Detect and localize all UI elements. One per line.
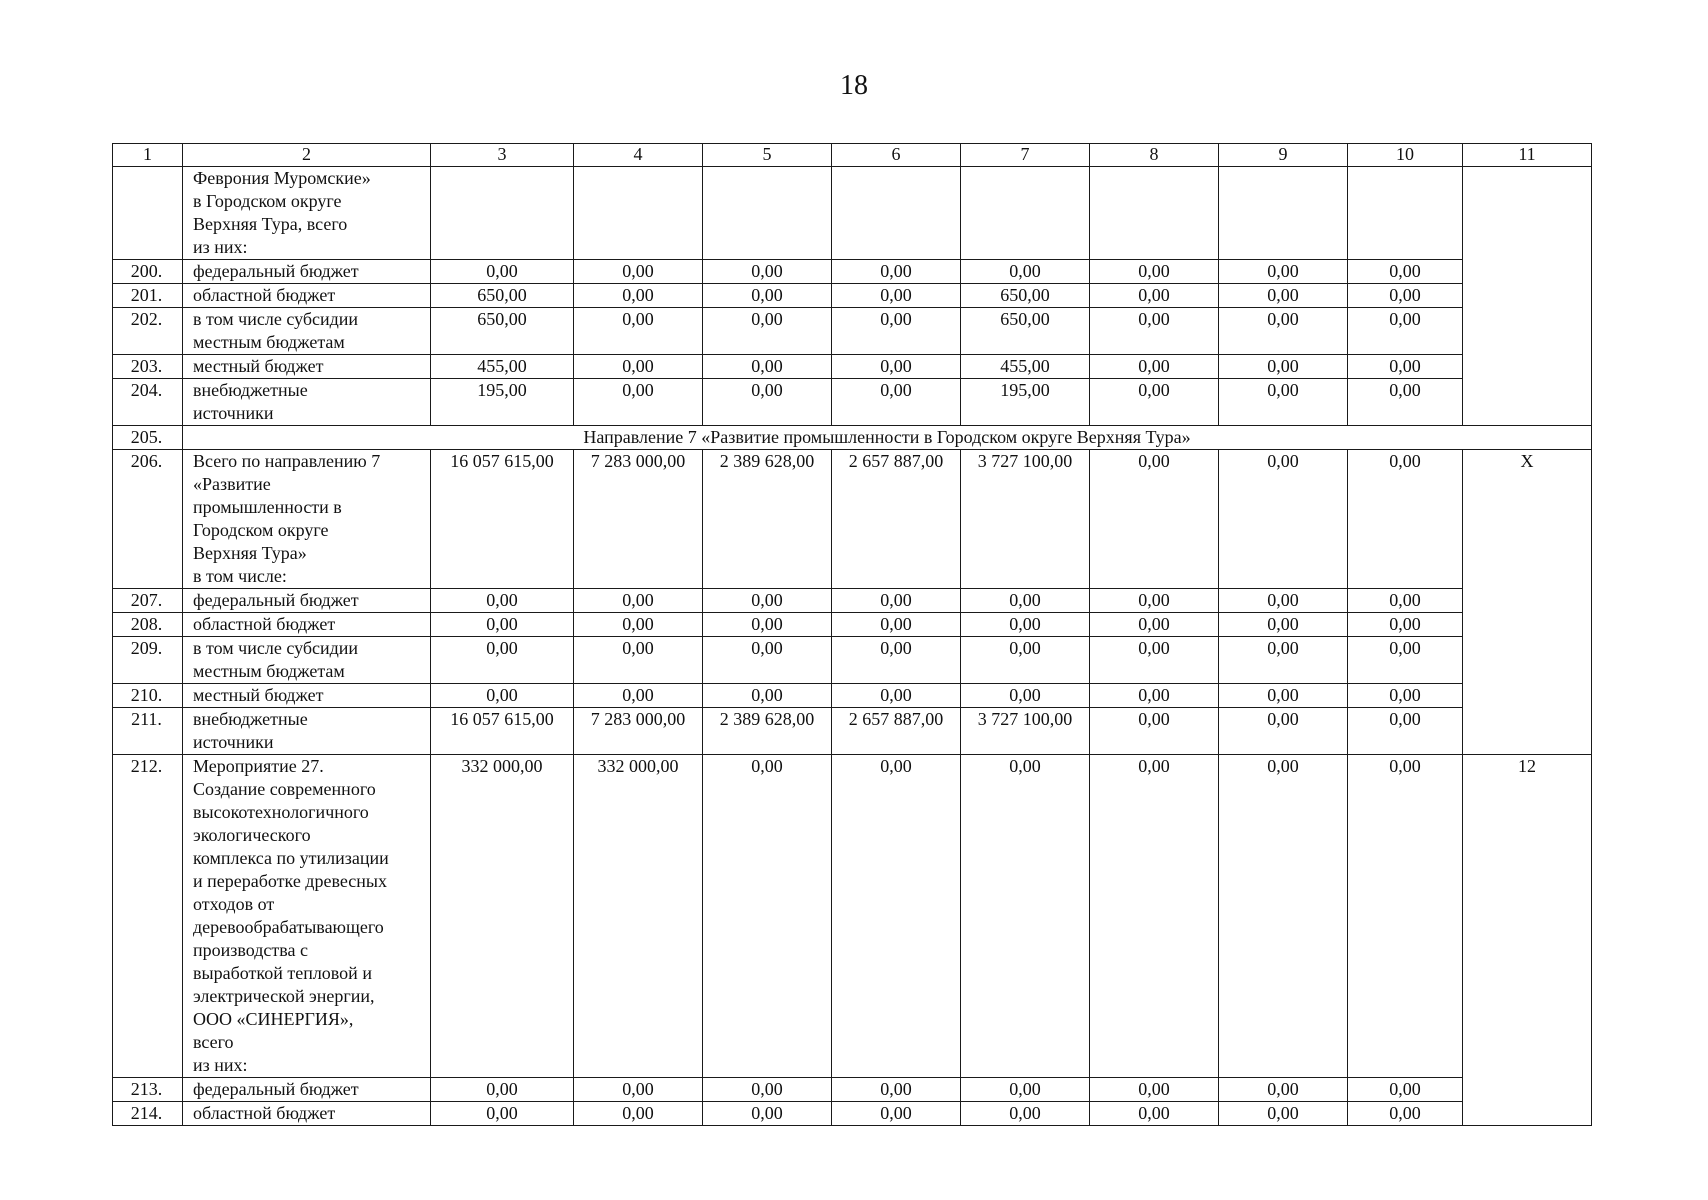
value-cell: 0,00 bbox=[832, 379, 961, 426]
value-cell: 0,00 bbox=[1219, 755, 1348, 1078]
value-cell: 0,00 bbox=[703, 379, 832, 426]
column-11-cell bbox=[1463, 167, 1592, 426]
column-header: 7 bbox=[961, 144, 1090, 167]
cell-text-line: ООО «СИНЕРГИЯ», bbox=[193, 1009, 354, 1029]
row-name bbox=[183, 284, 431, 308]
cell-text-line: источники bbox=[193, 732, 274, 752]
column-header: 10 bbox=[1348, 144, 1463, 167]
cell-text-line: Верхняя Тура» bbox=[193, 543, 307, 563]
column-header: 3 bbox=[431, 144, 574, 167]
value-cell: 0,00 bbox=[1219, 589, 1348, 613]
value-cell: 0,00 bbox=[1090, 613, 1219, 637]
value-cell: 0,00 bbox=[574, 589, 703, 613]
value-cell: 0,00 bbox=[703, 308, 832, 355]
value-cell: 0,00 bbox=[961, 1102, 1090, 1126]
row-name bbox=[183, 308, 431, 355]
cell-text-line: федеральный бюджет bbox=[193, 590, 359, 610]
value-cell: 2 389 628,00 bbox=[703, 450, 832, 589]
cell-text-line: местным бюджетам bbox=[193, 332, 345, 352]
column-header: 9 bbox=[1219, 144, 1348, 167]
row-name bbox=[183, 450, 431, 589]
value-cell: 0,00 bbox=[1090, 450, 1219, 589]
table-row bbox=[113, 1078, 1592, 1102]
value-cell: 0,00 bbox=[703, 260, 832, 284]
row-number: 203. bbox=[113, 355, 183, 379]
value-cell: 0,00 bbox=[431, 260, 574, 284]
value-cell: 0,00 bbox=[1090, 284, 1219, 308]
column-header-row bbox=[113, 144, 1592, 167]
section-title: Направление 7 «Развитие промышленности в Городском округе Верхняя Тура» bbox=[183, 426, 1592, 450]
value-cell: 0,00 bbox=[961, 684, 1090, 708]
row-number: 208. bbox=[113, 613, 183, 637]
value-cell: 7 283 000,00 bbox=[574, 450, 703, 589]
cell-text-line: областной бюджет bbox=[193, 285, 336, 305]
row-name bbox=[183, 379, 431, 426]
cell-text-line: «Развитие bbox=[193, 474, 271, 494]
value-cell: 0,00 bbox=[703, 284, 832, 308]
value-cell: 0,00 bbox=[1219, 708, 1348, 755]
value-cell: 0,00 bbox=[1090, 260, 1219, 284]
row-number bbox=[113, 167, 183, 260]
value-cell: 0,00 bbox=[832, 260, 961, 284]
value-cell bbox=[832, 167, 961, 260]
column-header: 6 bbox=[832, 144, 961, 167]
value-cell: 0,00 bbox=[961, 613, 1090, 637]
value-cell: 0,00 bbox=[574, 613, 703, 637]
value-cell: 0,00 bbox=[1090, 1102, 1219, 1126]
value-cell: 0,00 bbox=[1219, 308, 1348, 355]
value-cell bbox=[1090, 167, 1219, 260]
row-name bbox=[183, 708, 431, 755]
value-cell: 0,00 bbox=[832, 613, 961, 637]
column-header: 8 bbox=[1090, 144, 1219, 167]
cell-text-line: Всего по направлению 7 bbox=[193, 451, 381, 471]
table-row bbox=[113, 708, 1592, 755]
value-cell: 0,00 bbox=[703, 684, 832, 708]
row-name bbox=[183, 755, 431, 1078]
cell-text-line: деревообрабатывающего bbox=[193, 917, 384, 937]
value-cell: 0,00 bbox=[574, 379, 703, 426]
cell-text-line: областной бюджет bbox=[193, 1103, 336, 1123]
column-11-cell: 12 bbox=[1463, 755, 1592, 1126]
value-cell: 455,00 bbox=[431, 355, 574, 379]
value-cell: 2 389 628,00 bbox=[703, 708, 832, 755]
value-cell: 0,00 bbox=[1219, 1078, 1348, 1102]
value-cell: 650,00 bbox=[431, 284, 574, 308]
value-cell: 0,00 bbox=[574, 1078, 703, 1102]
row-number: 210. bbox=[113, 684, 183, 708]
value-cell: 0,00 bbox=[431, 589, 574, 613]
value-cell: 0,00 bbox=[1219, 637, 1348, 684]
cell-text-line: комплекса по утилизации bbox=[193, 848, 389, 868]
value-cell: 0,00 bbox=[1348, 708, 1463, 755]
cell-text-line: местным бюджетам bbox=[193, 661, 345, 681]
value-cell bbox=[1348, 167, 1463, 260]
value-cell: 0,00 bbox=[1090, 1078, 1219, 1102]
value-cell: 332 000,00 bbox=[431, 755, 574, 1078]
table-row bbox=[113, 308, 1592, 355]
value-cell: 0,00 bbox=[703, 589, 832, 613]
value-cell: 0,00 bbox=[703, 355, 832, 379]
value-cell: 455,00 bbox=[961, 355, 1090, 379]
value-cell: 0,00 bbox=[832, 637, 961, 684]
value-cell: 0,00 bbox=[1348, 684, 1463, 708]
cell-text-line: выработкой тепловой и bbox=[193, 963, 372, 983]
column-header: 11 bbox=[1463, 144, 1592, 167]
row-name bbox=[183, 260, 431, 284]
value-cell: 0,00 bbox=[574, 308, 703, 355]
table-row bbox=[113, 589, 1592, 613]
value-cell: 16 057 615,00 bbox=[431, 708, 574, 755]
value-cell: 0,00 bbox=[1348, 1102, 1463, 1126]
value-cell: 0,00 bbox=[1348, 284, 1463, 308]
cell-text-line: в том числе субсидии bbox=[193, 309, 359, 329]
value-cell: 0,00 bbox=[1090, 379, 1219, 426]
value-cell: 332 000,00 bbox=[574, 755, 703, 1078]
value-cell: 0,00 bbox=[1090, 308, 1219, 355]
value-cell: 0,00 bbox=[431, 613, 574, 637]
value-cell: 195,00 bbox=[431, 379, 574, 426]
row-number: 211. bbox=[113, 708, 183, 755]
cell-text-line: местный бюджет bbox=[193, 356, 324, 376]
row-name bbox=[183, 613, 431, 637]
cell-text-line: высокотехнологичного bbox=[193, 802, 369, 822]
value-cell: 0,00 bbox=[703, 755, 832, 1078]
cell-text-line: из них: bbox=[193, 1055, 248, 1075]
value-cell: 0,00 bbox=[832, 284, 961, 308]
row-number: 209. bbox=[113, 637, 183, 684]
value-cell: 0,00 bbox=[431, 637, 574, 684]
page-number: 18 bbox=[840, 70, 868, 101]
value-cell: 0,00 bbox=[1090, 589, 1219, 613]
table-row bbox=[113, 1102, 1592, 1126]
value-cell: 0,00 bbox=[832, 355, 961, 379]
value-cell: 0,00 bbox=[1219, 284, 1348, 308]
value-cell: 650,00 bbox=[431, 308, 574, 355]
value-cell: 0,00 bbox=[703, 1102, 832, 1126]
value-cell: 7 283 000,00 bbox=[574, 708, 703, 755]
value-cell: 0,00 bbox=[1219, 450, 1348, 589]
value-cell: 0,00 bbox=[961, 589, 1090, 613]
value-cell: 0,00 bbox=[574, 684, 703, 708]
cell-text-line: источники bbox=[193, 403, 274, 423]
column-header: 2 bbox=[183, 144, 431, 167]
value-cell: 0,00 bbox=[703, 637, 832, 684]
value-cell: 0,00 bbox=[1090, 684, 1219, 708]
row-name bbox=[183, 355, 431, 379]
value-cell: 0,00 bbox=[1348, 450, 1463, 589]
value-cell: 0,00 bbox=[574, 260, 703, 284]
value-cell: 0,00 bbox=[703, 613, 832, 637]
value-cell: 0,00 bbox=[832, 755, 961, 1078]
value-cell: 0,00 bbox=[1348, 589, 1463, 613]
row-name bbox=[183, 167, 431, 260]
budget-table bbox=[112, 143, 1592, 1126]
table-row bbox=[113, 167, 1592, 260]
cell-text-line: Городском округе bbox=[193, 520, 329, 540]
table-row bbox=[113, 637, 1592, 684]
value-cell: 0,00 bbox=[431, 684, 574, 708]
value-cell: 0,00 bbox=[1348, 379, 1463, 426]
row-name bbox=[183, 1078, 431, 1102]
cell-text-line: Мероприятие 27. bbox=[193, 756, 324, 776]
value-cell: 0,00 bbox=[1348, 308, 1463, 355]
value-cell: 650,00 bbox=[961, 284, 1090, 308]
value-cell: 0,00 bbox=[832, 684, 961, 708]
value-cell: 0,00 bbox=[1348, 637, 1463, 684]
row-number: 204. bbox=[113, 379, 183, 426]
cell-text-line: внебюджетные bbox=[193, 380, 308, 400]
value-cell: 0,00 bbox=[574, 1102, 703, 1126]
value-cell: 0,00 bbox=[1219, 260, 1348, 284]
row-number: 207. bbox=[113, 589, 183, 613]
row-number: 201. bbox=[113, 284, 183, 308]
row-number: 202. bbox=[113, 308, 183, 355]
cell-text-line: в том числе: bbox=[193, 566, 287, 586]
column-header: 4 bbox=[574, 144, 703, 167]
row-number: 212. bbox=[113, 755, 183, 1078]
value-cell bbox=[574, 167, 703, 260]
value-cell: 0,00 bbox=[574, 637, 703, 684]
section-row bbox=[113, 426, 1592, 450]
cell-text-line: производства с bbox=[193, 940, 308, 960]
value-cell: 2 657 887,00 bbox=[832, 450, 961, 589]
value-cell: 0,00 bbox=[832, 1102, 961, 1126]
value-cell: 16 057 615,00 bbox=[431, 450, 574, 589]
cell-text-line: федеральный бюджет bbox=[193, 261, 359, 281]
value-cell: 0,00 bbox=[1090, 708, 1219, 755]
value-cell: 0,00 bbox=[832, 1078, 961, 1102]
cell-text-line: электрической энергии, bbox=[193, 986, 375, 1006]
value-cell: 0,00 bbox=[961, 637, 1090, 684]
cell-text-line: федеральный бюджет bbox=[193, 1079, 359, 1099]
value-cell: 0,00 bbox=[574, 284, 703, 308]
value-cell: 0,00 bbox=[1219, 379, 1348, 426]
value-cell: 0,00 bbox=[1219, 355, 1348, 379]
cell-text-line: отходов от bbox=[193, 894, 275, 914]
column-header: 1 bbox=[113, 144, 183, 167]
table-row bbox=[113, 260, 1592, 284]
value-cell: 0,00 bbox=[832, 308, 961, 355]
value-cell bbox=[703, 167, 832, 260]
value-cell: 0,00 bbox=[961, 1078, 1090, 1102]
cell-text-line: областной бюджет bbox=[193, 614, 336, 634]
column-11-cell: Х bbox=[1463, 450, 1592, 755]
value-cell: 0,00 bbox=[1348, 755, 1463, 1078]
cell-text-line: Феврония Муромские» bbox=[193, 168, 371, 188]
value-cell: 0,00 bbox=[1219, 684, 1348, 708]
value-cell: 0,00 bbox=[1219, 1102, 1348, 1126]
value-cell: 0,00 bbox=[703, 1078, 832, 1102]
value-cell: 0,00 bbox=[431, 1102, 574, 1126]
table-row bbox=[113, 355, 1592, 379]
cell-text-line: всего bbox=[193, 1032, 234, 1052]
value-cell: 195,00 bbox=[961, 379, 1090, 426]
value-cell: 0,00 bbox=[1090, 755, 1219, 1078]
value-cell: 0,00 bbox=[574, 355, 703, 379]
row-number: 205. bbox=[113, 426, 183, 450]
cell-text-line: промышленности в bbox=[193, 497, 342, 517]
table-row bbox=[113, 450, 1592, 589]
column-header: 5 bbox=[703, 144, 832, 167]
row-name bbox=[183, 589, 431, 613]
value-cell bbox=[431, 167, 574, 260]
cell-text-line: внебюджетные bbox=[193, 709, 308, 729]
cell-text-line: и переработке древесных bbox=[193, 871, 388, 891]
cell-text-line: местный бюджет bbox=[193, 685, 324, 705]
cell-text-line: Верхняя Тура, всего bbox=[193, 214, 348, 234]
row-number: 206. bbox=[113, 450, 183, 589]
value-cell: 0,00 bbox=[1090, 355, 1219, 379]
value-cell: 0,00 bbox=[1348, 260, 1463, 284]
value-cell: 0,00 bbox=[1348, 613, 1463, 637]
row-number: 214. bbox=[113, 1102, 183, 1126]
table-row bbox=[113, 284, 1592, 308]
value-cell: 2 657 887,00 bbox=[832, 708, 961, 755]
value-cell: 0,00 bbox=[1348, 1078, 1463, 1102]
row-name bbox=[183, 684, 431, 708]
value-cell: 3 727 100,00 bbox=[961, 450, 1090, 589]
value-cell: 0,00 bbox=[961, 260, 1090, 284]
cell-text-line: экологического bbox=[193, 825, 311, 845]
row-name bbox=[183, 1102, 431, 1126]
cell-text-line: Создание современного bbox=[193, 779, 376, 799]
value-cell: 0,00 bbox=[431, 1078, 574, 1102]
value-cell bbox=[961, 167, 1090, 260]
value-cell: 0,00 bbox=[832, 589, 961, 613]
row-number: 200. bbox=[113, 260, 183, 284]
value-cell: 0,00 bbox=[1348, 355, 1463, 379]
table-row bbox=[113, 684, 1592, 708]
value-cell: 0,00 bbox=[1090, 637, 1219, 684]
cell-text-line: в том числе субсидии bbox=[193, 638, 359, 658]
row-number: 213. bbox=[113, 1078, 183, 1102]
table-row bbox=[113, 755, 1592, 1078]
row-name bbox=[183, 637, 431, 684]
cell-text-line: из них: bbox=[193, 237, 248, 257]
value-cell: 0,00 bbox=[961, 755, 1090, 1078]
cell-text-line: в Городском округе bbox=[193, 191, 342, 211]
value-cell bbox=[1219, 167, 1348, 260]
table-row bbox=[113, 613, 1592, 637]
value-cell: 650,00 bbox=[961, 308, 1090, 355]
value-cell: 3 727 100,00 bbox=[961, 708, 1090, 755]
value-cell: 0,00 bbox=[1219, 613, 1348, 637]
table-row bbox=[113, 379, 1592, 426]
